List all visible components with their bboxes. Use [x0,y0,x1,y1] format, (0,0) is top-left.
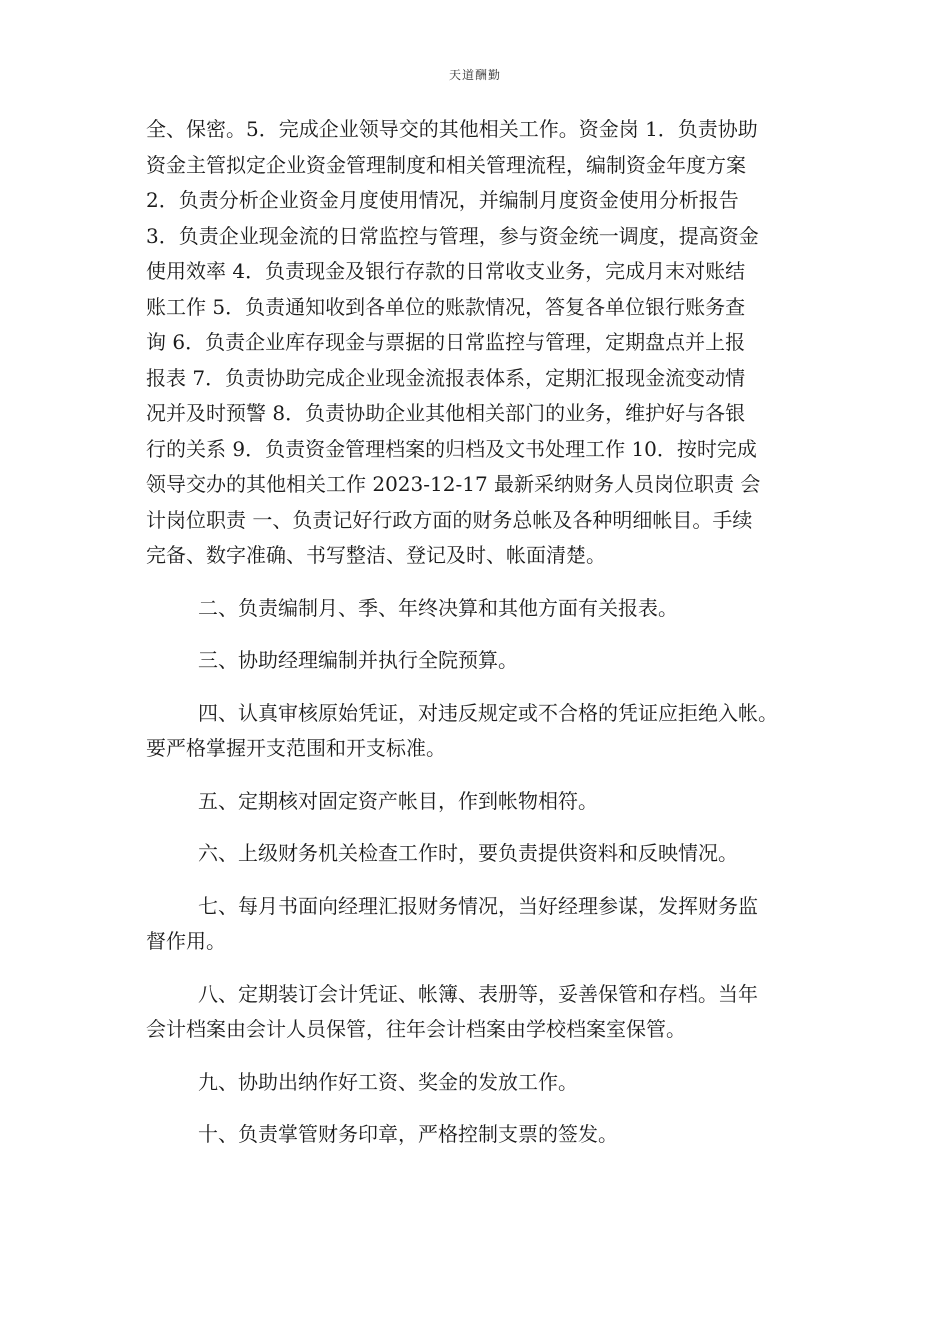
paragraph-item-5 [146,784,816,820]
paragraph-item-9 [146,1065,816,1101]
paragraph-item-7 [146,889,816,960]
text-line: 计岗位职责 一、负责记好行政方面的财务总帐及各种明细帐目。手续 [146,507,753,532]
page-header: 天道酬勤 [448,68,501,82]
document-body [146,112,816,1153]
paragraph-item-8 [146,977,816,1048]
opening-text-block [146,112,816,574]
text-line: 要严格掌握开支范围和开支标准。 [146,736,446,760]
text-line: 2．负责分析企业资金月度使用情况，并编制月度资金使用分析报告 [146,188,739,212]
paragraph-item-6 [146,836,816,872]
text-line: 3．负责企业现金流的日常监控与管理，参与资金统一调度，提高资金 [146,223,759,248]
paragraph-item-10 [146,1117,816,1153]
text-line: 全、保密。5．完成企业领导交的其他相关工作。资金岗 1．负责协助 [146,117,758,141]
text-line: 询 6．负责企业库存现金与票据的日常监控与管理，定期盘点并上报 [146,330,746,354]
text-line: 报表 7．负责协助完成企业现金流报表体系，定期汇报现金流变动情 [146,365,746,390]
text-line: 况并及时预警 8．负责协助企业其他相关部门的业务，维护好与各银 [146,401,746,425]
text-line: 六、上级财务机关检查工作时，要负责提供资料和反映情况。 [198,841,738,865]
text-line: 督作用。 [146,929,226,953]
text-line: 领导交办的其他相关工作 2023-12-17 最新采纳财务人员岗位职责 会 [146,472,761,496]
text-line: 使用效率 4．负责现金及银行存款的日常收支业务，完成月末对账结 [146,259,746,283]
text-line: 三、协助经理编制并执行全院预算。 [198,648,518,672]
text-line: 资金主管拟定企业资金管理制度和相关管理流程，编制资金年度方案 [146,152,746,177]
paragraph-item-4 [146,696,816,767]
paragraph-item-2 [146,591,816,627]
text-line: 行的关系 9．负责资金管理档案的归档及文书处理工作 10．按时完成 [146,436,757,461]
text-line: 十、负责掌管财务印章，严格控制支票的签发。 [198,1122,618,1146]
text-line: 二、负责编制月、季、年终决算和其他方面有关报表。 [198,595,678,620]
text-line: 五、定期核对固定资产帐目，作到帐物相符。 [198,788,598,813]
text-line: 会计档案由会计人员保管，往年会计档案由学校档案室保管。 [146,1017,686,1041]
text-line: 九、协助出纳作好工资、奖金的发放工作。 [198,1069,578,1094]
text-line: 四、认真审核原始凭证，对违反规定或不合格的凭证应拒绝入帐。 [198,700,778,725]
text-line: 八、定期装订会计凭证、帐簿、表册等，妥善保管和存档。当年 [198,981,758,1006]
text-line: 七、每月书面向经理汇报财务情况，当好经理参谋，发挥财务监 [198,893,758,918]
text-line: 完备、数字准确、书写整洁、登记及时、帐面清楚。 [146,543,606,567]
text-line: 账工作 5．负责通知收到各单位的账款情况，答复各单位银行账务查 [146,294,746,319]
paragraph-item-3 [146,643,816,679]
